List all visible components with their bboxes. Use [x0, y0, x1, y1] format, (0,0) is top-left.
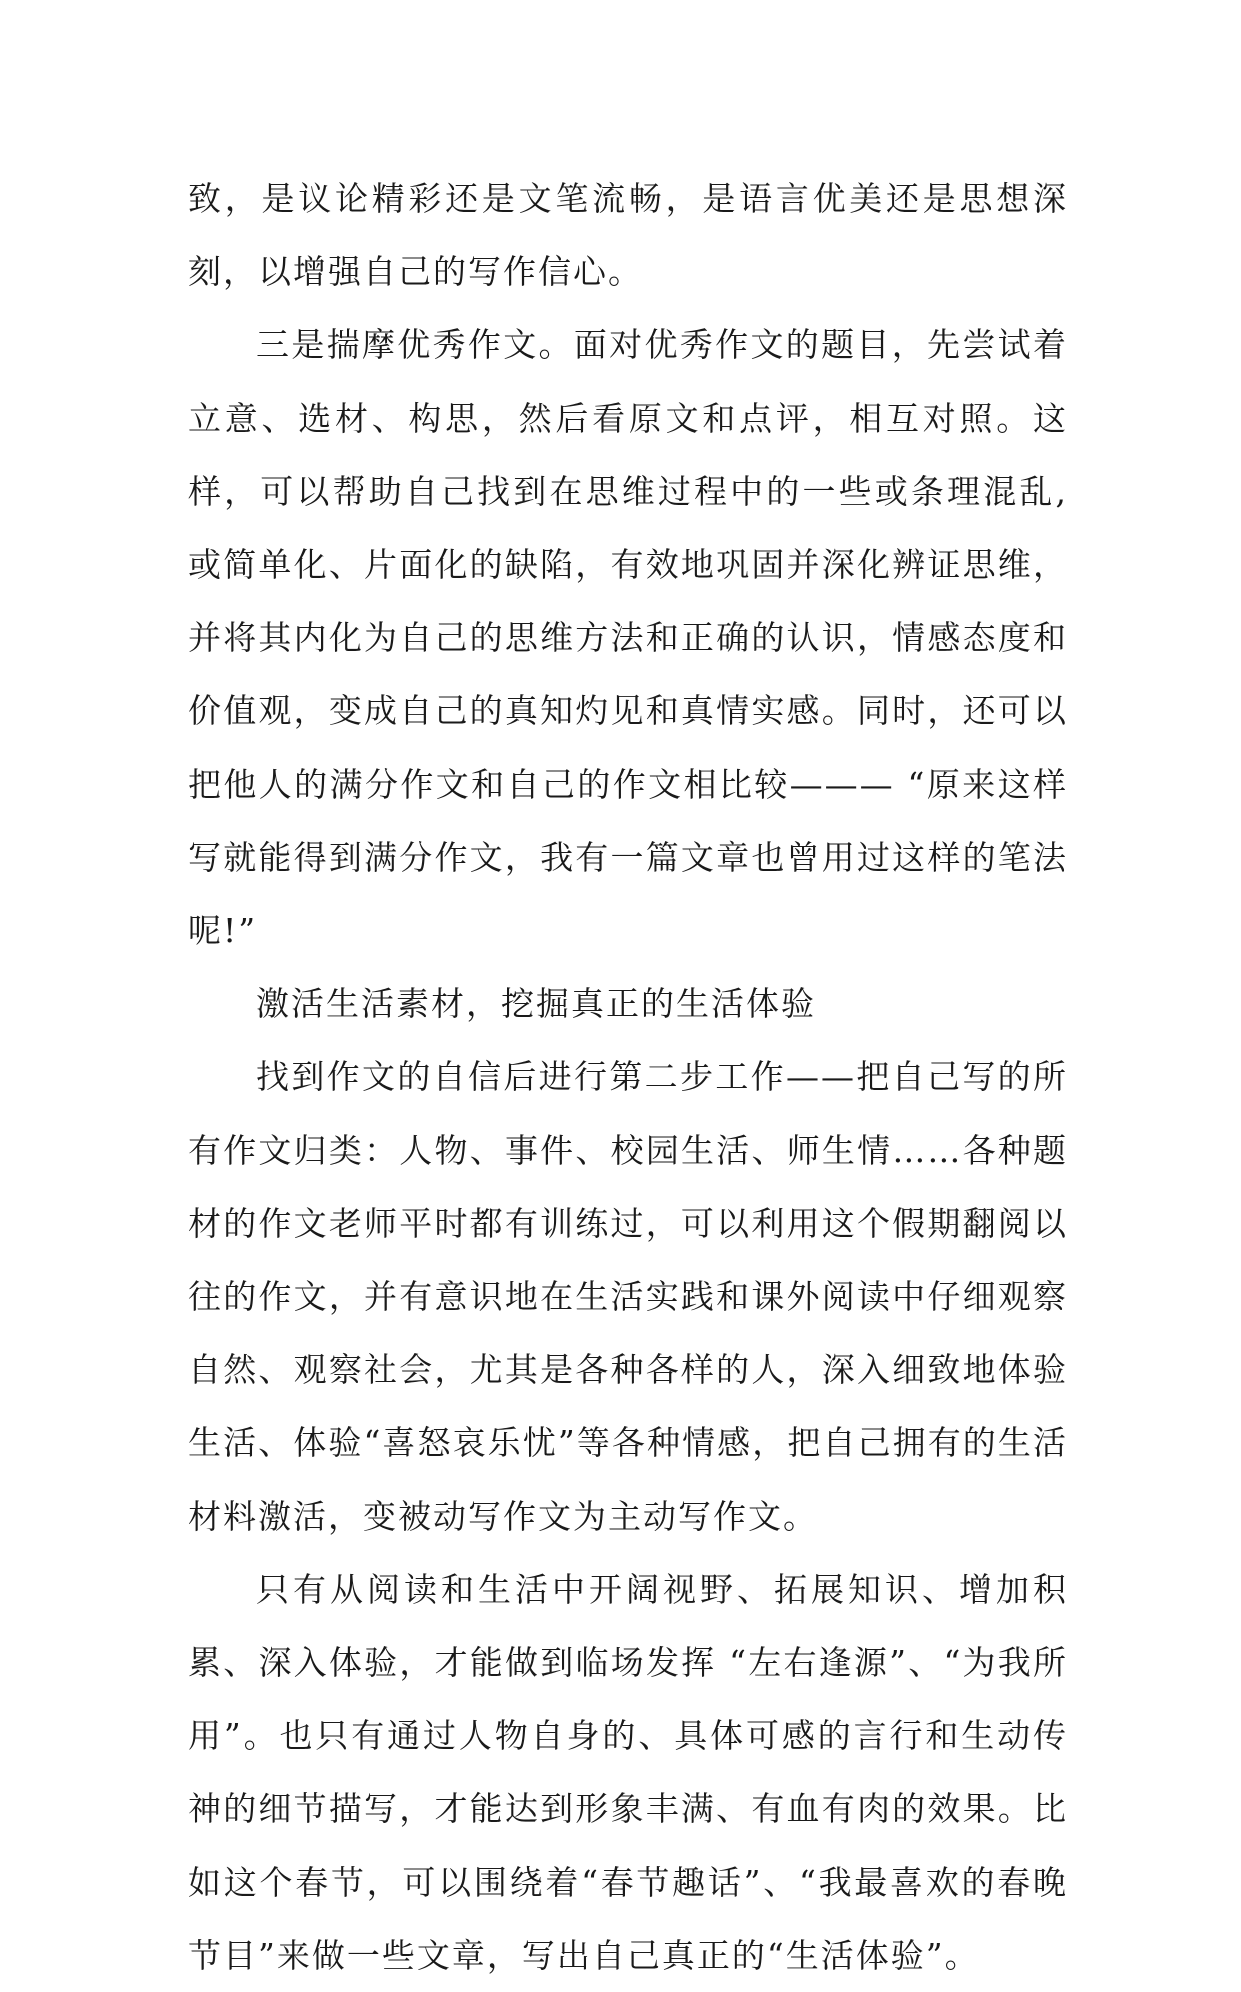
section-heading: 激活生活素材，挖掘真正的生活体验 — [256, 984, 816, 1024]
body-text — [188, 162, 1068, 1992]
paragraph-3: 找到作文的自信后进行第二步工作——把自己写的所有作文归类：人物、事件、校园生活、师生情……各种题材的作文老师平时都有训练过，可以利用这个假期翻阅以往的作文，并有意识地在生活实践和课外阅读中仔细观察自然、观察社会，尤其是各种各样的人，深入细致地体验生活、体验“喜怒哀乐忧”等各种情感，把自己拥有的生活材料激活，变被动写作文为主动写作文。 — [188, 1057, 1068, 1536]
paragraph-2: 三是揣摩优秀作文。面对优秀作文的题目，先尝试着立意、选材、构思，然后看原文和点评，相互对照。这样，可以帮助自己找到在思维过程中的一些或条理混乱,或简单化、片面化的缺陷，有效地巩固并深化辨证思维，并将其内化为自己的思维方法和正确的认识，情感态度和价值观，变成自己的真知灼见和真情实感。同时，还可以把他人的满分作文和自己的作文相比较——— “原来这样写就能得到满分作文，我有一篇文章也曾用过这样的笔法呢!” — [188, 325, 1068, 951]
paragraph-1: 致，是议论精彩还是文笔流畅，是语言优美还是思想深刻，以增强自己的写作信心。 — [188, 179, 1068, 292]
paragraph-4: 只有从阅读和生活中开阔视野、拓展知识、增加积累、深入体验，才能做到临场发挥 “左右逢源”、“为我所用”。也只有通过人物自身的、具体可感的言行和生动传神的细节描写，才能达到形象丰满、有血有肉的效果。比如这个春节，可以围绕着“春节趣话”、“我最喜欢的春晚节目”来做一些文章，写出自己真正的“生活体验”。 — [188, 1569, 1068, 1975]
